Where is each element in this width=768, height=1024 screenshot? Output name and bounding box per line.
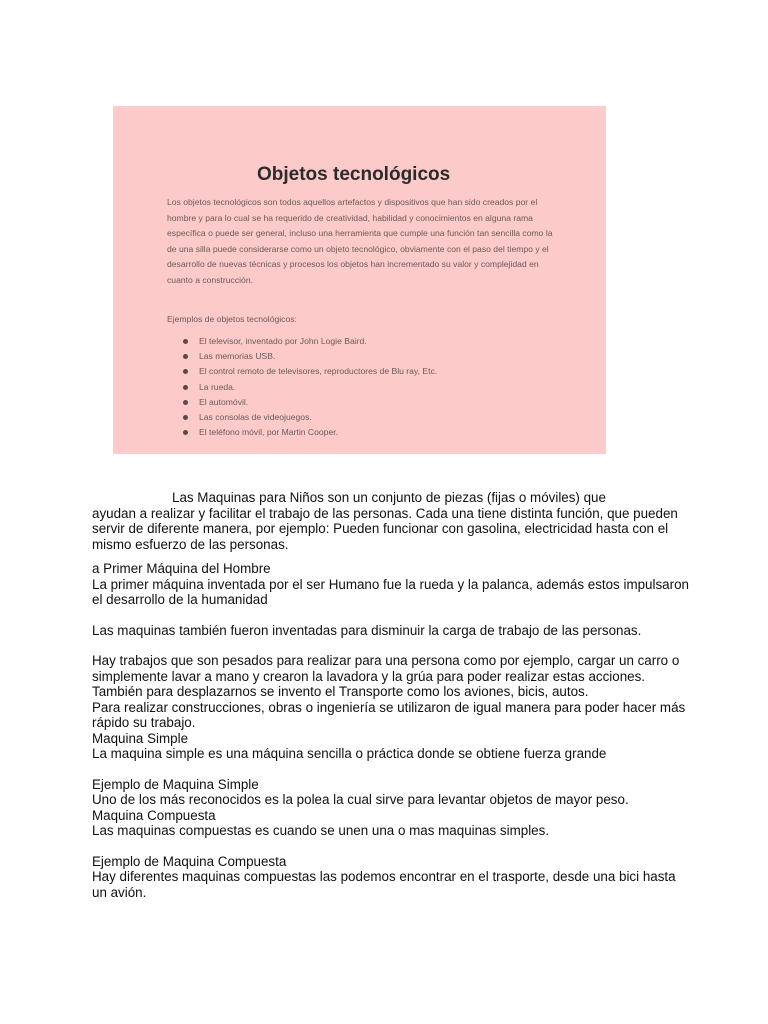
- compound-text: Las maquinas compuestas es cuando se unen una o mas maquinas simples.: [92, 823, 550, 838]
- figure-examples-heading: Ejemplos de objetos tecnológicos:: [167, 314, 297, 324]
- first-machine-text: La primer máquina inventada por el ser Humano fue la rueda y la palanca, además estos impulsaron el desarrollo de la humanidad: [92, 576, 689, 607]
- figure-examples-list: [167, 334, 437, 440]
- intro-rest: ayudan a realizar y facilitar el trabajo de las personas. Cada una tiene distinta función, que pueden servir de diferente manera, por ejemplo: Pueden funcionar con gasolina, electricidad hasta con el mismo esfuerzo de las personas.: [92, 505, 678, 552]
- invented-text: Las maquinas también fueron inventadas para disminuir la carga de trabajo de las personas.: [92, 622, 642, 638]
- simple-text: La maquina simple es una máquina sencilla o práctica donde se obtiene fuerza grande: [92, 746, 607, 761]
- bullet-icon: [183, 400, 188, 405]
- list-item: Las consolas de videojuegos.: [167, 410, 437, 425]
- bullet-icon: [183, 354, 188, 359]
- bullet-icon: [183, 430, 188, 435]
- construction-text: Para realizar construcciones, obras o ingeniería se utilizaron de igual manera para poder hacer más rápido su trabajo.: [92, 699, 686, 730]
- simple-example-heading: Ejemplo de Maquina Simple: [92, 776, 259, 792]
- simple-heading: Maquina Simple: [92, 730, 189, 746]
- compound-example-text: Hay diferentes maquinas compuestas las podemos encontrar en el trasporte, desde una bici hasta un avión.: [92, 869, 676, 900]
- objetos-tecnologicos-image: [113, 106, 606, 454]
- bullet-icon: [183, 385, 188, 390]
- list-item: Las memorias USB.: [167, 349, 437, 364]
- compound-example-heading: Ejemplo de Maquina Compuesta: [92, 853, 287, 869]
- list-item: El control remoto de televisores, reproductores de Blu ray, Etc.: [167, 364, 437, 379]
- compound-heading: Maquina Compuesta: [92, 807, 216, 823]
- figure-paragraph: Los objetos tecnológicos son todos aquellos artefactos y dispositivos que han sido creados por el hombre y para lo cual se ha requerido de creatividad, habilidad y conocimientos en alguna rama específica o puede ser general, incluso una herramienta que cumple una función tan sencilla como la de una silla puede considerarse como un objeto tecnológico, obviamente con el paso del tiempo y el desarrollo de nuevas técnicas y procesos los objetos han incrementado su valor y complejidad en cuanto a construcción.: [167, 197, 553, 285]
- document-body: [92, 490, 692, 900]
- simple-example-text: Uno de los más reconocidos es la polea la cual sirve para levantar objetos de mayor peso.: [92, 792, 629, 807]
- list-item: El teléfono móvil, por Martin Cooper.: [167, 425, 437, 440]
- heavy-work-text: Hay trabajos que son pesados para realizar para una persona como por ejemplo, cargar un carro o simplemente lavar a mano y crearon la lavadora y la grúa para poder realizar estas acciones.: [92, 653, 680, 684]
- bullet-icon: [183, 369, 188, 374]
- transport-text: También para desplazarnos se invento el Transporte como los aviones, bicis, autos.: [92, 684, 589, 699]
- first-machine-heading: a Primer Máquina del Hombre: [92, 561, 271, 576]
- list-item: El automóvil.: [167, 395, 437, 410]
- intro-first-line: Las Maquinas para Niños son un conjunto de piezas (fijas o móviles) que: [172, 490, 606, 505]
- figure-title: Objetos tecnológicos: [257, 164, 451, 185]
- intro-paragraph: [92, 490, 692, 552]
- list-item: El televisor, inventado por John Logie Baird.: [167, 334, 437, 349]
- bullet-icon: [183, 415, 188, 420]
- bullet-icon: [183, 339, 188, 344]
- list-item: La rueda.: [167, 380, 437, 395]
